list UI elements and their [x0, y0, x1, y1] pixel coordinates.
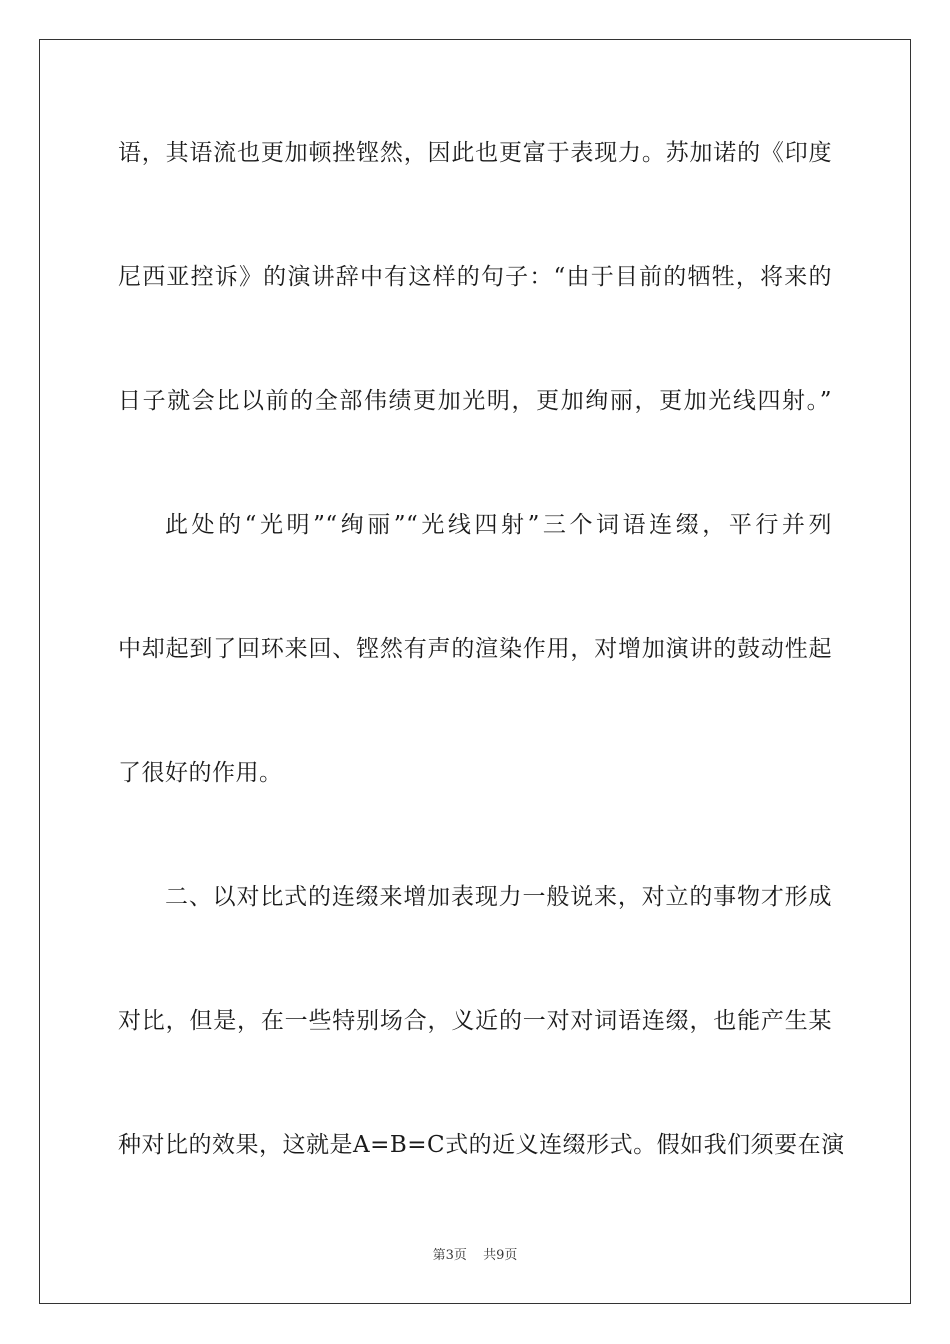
page-number: 第3页 [432, 1248, 467, 1263]
paragraph-line: 了很好的作用。 [118, 760, 283, 786]
page-total: 共9页 [483, 1248, 518, 1263]
page-footer [0, 1248, 950, 1264]
paragraph-line: 中却起到了回环来回、铿然有声的渲染作用，对增加演讲的鼓动性起 [118, 636, 832, 662]
paragraph-line: 此处的“光明”“绚丽”“光线四射”三个词语连缀，平行并列 [165, 512, 832, 538]
paragraph-line: 种对比的效果，这就是A=B=C式的近义连缀形式。假如我们须要在演 [118, 1132, 845, 1158]
paragraph-line: 尼西亚控诉》的演讲辞中有这样的句子：“由于目前的牺牲，将来的 [118, 264, 832, 290]
paragraph-line: 语，其语流也更加顿挫铿然，因此也更富于表现力。苏加诺的《印度 [118, 140, 832, 166]
page-border [39, 39, 911, 1304]
paragraph-line: 二、以对比式的连缀来增加表现力一般说来，对立的事物才形成 [165, 884, 832, 910]
paragraph-line: 对比，但是，在一些特别场合，义近的一对对词语连缀，也能产生某 [118, 1008, 832, 1034]
paragraph-line: 日子就会比以前的全部伟绩更加光明，更加绚丽，更加光线四射。” [118, 388, 832, 414]
